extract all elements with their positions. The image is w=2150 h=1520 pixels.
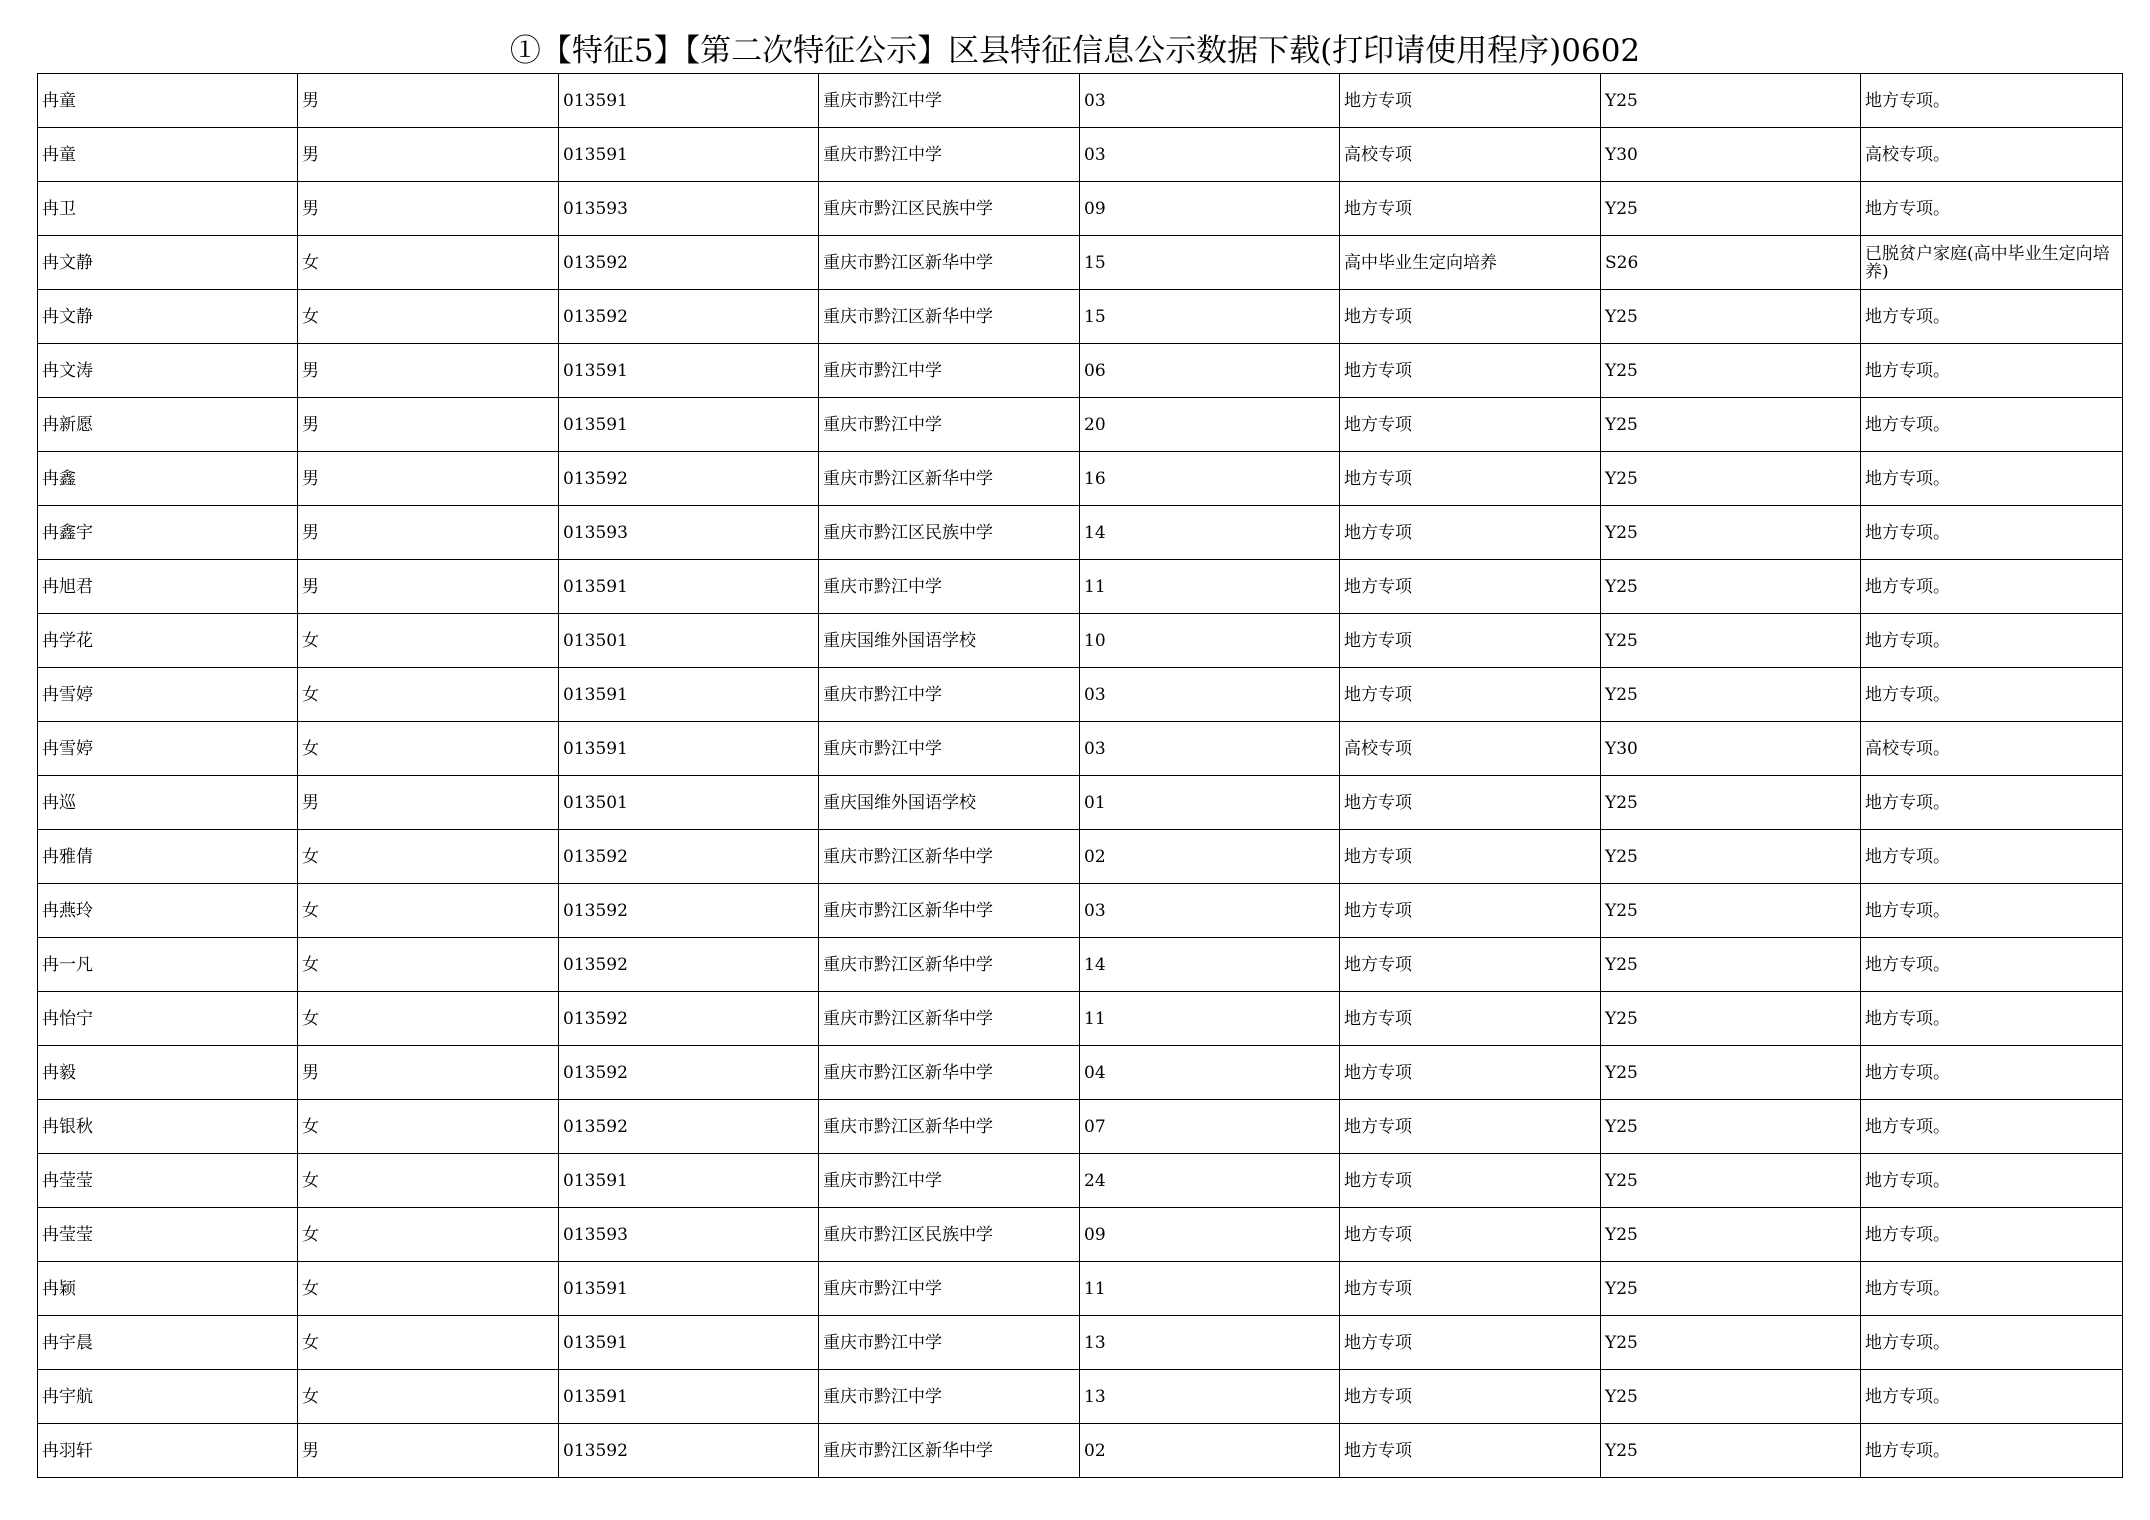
table-row	[38, 1370, 2123, 1424]
school-name-cell: 重庆市黔江中学	[819, 398, 1080, 452]
gender-cell: 男	[298, 128, 559, 182]
table-row	[38, 1316, 2123, 1370]
code-cell: Y25	[1601, 1100, 1861, 1154]
school-name-cell: 重庆市黔江中学	[819, 1316, 1080, 1370]
remark-cell: 地方专项。	[1861, 398, 2123, 452]
remark-cell: 高校专项。	[1861, 128, 2123, 182]
school-code-cell: 013501	[559, 776, 819, 830]
table-row	[38, 236, 2123, 290]
school-name-cell: 重庆市黔江中学	[819, 1154, 1080, 1208]
school-code-cell: 013593	[559, 1208, 819, 1262]
table-row	[38, 614, 2123, 668]
remark-cell: 地方专项。	[1861, 1424, 2123, 1478]
remark-cell: 地方专项。	[1861, 938, 2123, 992]
gender-cell: 女	[298, 830, 559, 884]
code-cell: Y25	[1601, 1370, 1861, 1424]
gender-cell: 女	[298, 992, 559, 1046]
name-cell: 冉新愿	[38, 398, 298, 452]
school-name-cell: 重庆市黔江区新华中学	[819, 830, 1080, 884]
school-name-cell: 重庆市黔江区新华中学	[819, 938, 1080, 992]
name-cell: 冉羽轩	[38, 1424, 298, 1478]
table-row	[38, 992, 2123, 1046]
school-code-cell: 013592	[559, 1424, 819, 1478]
code-cell: Y25	[1601, 290, 1861, 344]
class-cell: 02	[1080, 830, 1340, 884]
school-code-cell: 013592	[559, 830, 819, 884]
name-cell: 冉旭君	[38, 560, 298, 614]
code-cell: Y25	[1601, 1316, 1861, 1370]
code-cell: S26	[1601, 236, 1861, 290]
code-cell: Y25	[1601, 1046, 1861, 1100]
class-cell: 03	[1080, 884, 1340, 938]
remark-cell: 地方专项。	[1861, 668, 2123, 722]
category-cell: 地方专项	[1340, 182, 1601, 236]
school-code-cell: 013592	[559, 884, 819, 938]
name-cell: 冉鑫宇	[38, 506, 298, 560]
name-cell: 冉燕玲	[38, 884, 298, 938]
class-cell: 13	[1080, 1370, 1340, 1424]
remark-cell: 地方专项。	[1861, 1316, 2123, 1370]
name-cell: 冉莹莹	[38, 1208, 298, 1262]
name-cell: 冉文静	[38, 290, 298, 344]
class-cell: 13	[1080, 1316, 1340, 1370]
category-cell: 地方专项	[1340, 938, 1601, 992]
table-row	[38, 1100, 2123, 1154]
school-name-cell: 重庆市黔江区新华中学	[819, 1100, 1080, 1154]
table-row	[38, 74, 2123, 128]
gender-cell: 男	[298, 560, 559, 614]
school-name-cell: 重庆市黔江区新华中学	[819, 1424, 1080, 1478]
school-name-cell: 重庆市黔江中学	[819, 128, 1080, 182]
school-name-cell: 重庆国维外国语学校	[819, 776, 1080, 830]
school-code-cell: 013591	[559, 1262, 819, 1316]
name-cell: 冉雅倩	[38, 830, 298, 884]
category-cell: 地方专项	[1340, 1424, 1601, 1478]
category-cell: 高校专项	[1340, 722, 1601, 776]
code-cell: Y25	[1601, 992, 1861, 1046]
remark-cell: 地方专项。	[1861, 1154, 2123, 1208]
code-cell: Y25	[1601, 344, 1861, 398]
gender-cell: 女	[298, 1316, 559, 1370]
code-cell: Y25	[1601, 1208, 1861, 1262]
remark-cell: 地方专项。	[1861, 1370, 2123, 1424]
remark-cell: 已脱贫户家庭(高中毕业生定向培养)	[1861, 236, 2123, 290]
school-code-cell: 013591	[559, 398, 819, 452]
class-cell: 09	[1080, 182, 1340, 236]
table-row	[38, 128, 2123, 182]
school-name-cell: 重庆市黔江中学	[819, 1262, 1080, 1316]
category-cell: 地方专项	[1340, 560, 1601, 614]
category-cell: 地方专项	[1340, 1208, 1601, 1262]
gender-cell: 女	[298, 1262, 559, 1316]
code-cell: Y25	[1601, 182, 1861, 236]
table-row	[38, 1424, 2123, 1478]
category-cell: 地方专项	[1340, 344, 1601, 398]
class-cell: 24	[1080, 1154, 1340, 1208]
school-code-cell: 013592	[559, 1100, 819, 1154]
category-cell: 地方专项	[1340, 1316, 1601, 1370]
school-name-cell: 重庆市黔江区新华中学	[819, 884, 1080, 938]
table-row	[38, 182, 2123, 236]
school-name-cell: 重庆市黔江中学	[819, 560, 1080, 614]
gender-cell: 男	[298, 1424, 559, 1478]
gender-cell: 女	[298, 1208, 559, 1262]
code-cell: Y25	[1601, 452, 1861, 506]
table-row	[38, 506, 2123, 560]
school-name-cell: 重庆市黔江区民族中学	[819, 506, 1080, 560]
gender-cell: 男	[298, 452, 559, 506]
code-cell: Y25	[1601, 776, 1861, 830]
class-cell: 11	[1080, 1262, 1340, 1316]
remark-cell: 地方专项。	[1861, 452, 2123, 506]
school-code-cell: 013591	[559, 74, 819, 128]
gender-cell: 男	[298, 1046, 559, 1100]
remark-cell: 地方专项。	[1861, 290, 2123, 344]
name-cell: 冉雪婷	[38, 668, 298, 722]
table-body	[38, 74, 2123, 1478]
table-row	[38, 1046, 2123, 1100]
page-title: ①【特征5】【第二次特征公示】区县特征信息公示数据下载(打印请使用程序)0602	[509, 33, 1641, 69]
class-cell: 06	[1080, 344, 1340, 398]
name-cell: 冉鑫	[38, 452, 298, 506]
code-cell: Y25	[1601, 1424, 1861, 1478]
class-cell: 16	[1080, 452, 1340, 506]
table-row	[38, 1208, 2123, 1262]
gender-cell: 女	[298, 1370, 559, 1424]
name-cell: 冉雪婷	[38, 722, 298, 776]
category-cell: 地方专项	[1340, 506, 1601, 560]
category-cell: 地方专项	[1340, 290, 1601, 344]
school-code-cell: 013592	[559, 452, 819, 506]
table-row	[38, 776, 2123, 830]
school-name-cell: 重庆市黔江区新华中学	[819, 236, 1080, 290]
category-cell: 高中毕业生定向培养	[1340, 236, 1601, 290]
code-cell: Y25	[1601, 1262, 1861, 1316]
name-cell: 冉一凡	[38, 938, 298, 992]
name-cell: 冉文静	[38, 236, 298, 290]
code-cell: Y25	[1601, 398, 1861, 452]
remark-cell: 地方专项。	[1861, 884, 2123, 938]
category-cell: 地方专项	[1340, 668, 1601, 722]
school-name-cell: 重庆市黔江区新华中学	[819, 290, 1080, 344]
gender-cell: 女	[298, 1100, 559, 1154]
gender-cell: 男	[298, 398, 559, 452]
class-cell: 09	[1080, 1208, 1340, 1262]
table-row	[38, 398, 2123, 452]
category-cell: 地方专项	[1340, 1046, 1601, 1100]
class-cell: 15	[1080, 290, 1340, 344]
class-cell: 03	[1080, 128, 1340, 182]
remark-cell: 地方专项。	[1861, 344, 2123, 398]
class-cell: 10	[1080, 614, 1340, 668]
category-cell: 地方专项	[1340, 1262, 1601, 1316]
code-cell: Y25	[1601, 506, 1861, 560]
name-cell: 冉怡宁	[38, 992, 298, 1046]
school-name-cell: 重庆市黔江区民族中学	[819, 182, 1080, 236]
school-code-cell: 013591	[559, 1316, 819, 1370]
gender-cell: 男	[298, 74, 559, 128]
school-name-cell: 重庆市黔江区新华中学	[819, 1046, 1080, 1100]
remark-cell: 地方专项。	[1861, 1208, 2123, 1262]
school-name-cell: 重庆市黔江中学	[819, 722, 1080, 776]
school-code-cell: 013592	[559, 290, 819, 344]
name-cell: 冉银秋	[38, 1100, 298, 1154]
code-cell: Y25	[1601, 1154, 1861, 1208]
remark-cell: 地方专项。	[1861, 1262, 2123, 1316]
school-code-cell: 013591	[559, 1370, 819, 1424]
gender-cell: 女	[298, 938, 559, 992]
class-cell: 07	[1080, 1100, 1340, 1154]
table-row	[38, 1262, 2123, 1316]
data-table	[37, 73, 2123, 1478]
gender-cell: 女	[298, 722, 559, 776]
table-row	[38, 938, 2123, 992]
school-name-cell: 重庆市黔江区新华中学	[819, 992, 1080, 1046]
table-row	[38, 830, 2123, 884]
code-cell: Y30	[1601, 722, 1861, 776]
table-row	[38, 452, 2123, 506]
remark-cell: 地方专项。	[1861, 992, 2123, 1046]
code-cell: Y25	[1601, 938, 1861, 992]
class-cell: 14	[1080, 506, 1340, 560]
code-cell: Y25	[1601, 614, 1861, 668]
category-cell: 地方专项	[1340, 830, 1601, 884]
remark-cell: 地方专项。	[1861, 830, 2123, 884]
gender-cell: 男	[298, 182, 559, 236]
school-name-cell: 重庆市黔江区民族中学	[819, 1208, 1080, 1262]
school-name-cell: 重庆市黔江中学	[819, 344, 1080, 398]
remark-cell: 地方专项。	[1861, 506, 2123, 560]
name-cell: 冉宇晨	[38, 1316, 298, 1370]
school-code-cell: 013592	[559, 236, 819, 290]
name-cell: 冉学花	[38, 614, 298, 668]
remark-cell: 地方专项。	[1861, 74, 2123, 128]
code-cell: Y25	[1601, 668, 1861, 722]
remark-cell: 地方专项。	[1861, 182, 2123, 236]
name-cell: 冉颖	[38, 1262, 298, 1316]
code-cell: Y25	[1601, 74, 1861, 128]
school-name-cell: 重庆国维外国语学校	[819, 614, 1080, 668]
name-cell: 冉巡	[38, 776, 298, 830]
category-cell: 地方专项	[1340, 1154, 1601, 1208]
code-cell: Y25	[1601, 884, 1861, 938]
school-code-cell: 013592	[559, 992, 819, 1046]
table-row	[38, 1154, 2123, 1208]
school-name-cell: 重庆市黔江中学	[819, 668, 1080, 722]
school-code-cell: 013591	[559, 344, 819, 398]
gender-cell: 女	[298, 884, 559, 938]
school-code-cell: 013501	[559, 614, 819, 668]
gender-cell: 女	[298, 668, 559, 722]
table-row	[38, 722, 2123, 776]
school-code-cell: 013592	[559, 1046, 819, 1100]
remark-cell: 地方专项。	[1861, 1046, 2123, 1100]
table-row	[38, 668, 2123, 722]
category-cell: 地方专项	[1340, 884, 1601, 938]
name-cell: 冉文涛	[38, 344, 298, 398]
category-cell: 地方专项	[1340, 1100, 1601, 1154]
category-cell: 高校专项	[1340, 128, 1601, 182]
school-code-cell: 013591	[559, 560, 819, 614]
school-code-cell: 013593	[559, 182, 819, 236]
school-code-cell: 013591	[559, 1154, 819, 1208]
category-cell: 地方专项	[1340, 452, 1601, 506]
name-cell: 冉宇航	[38, 1370, 298, 1424]
class-cell: 11	[1080, 992, 1340, 1046]
name-cell: 冉毅	[38, 1046, 298, 1100]
table-row	[38, 560, 2123, 614]
school-code-cell: 013592	[559, 938, 819, 992]
class-cell: 04	[1080, 1046, 1340, 1100]
gender-cell: 男	[298, 344, 559, 398]
table-row	[38, 290, 2123, 344]
class-cell: 01	[1080, 776, 1340, 830]
school-code-cell: 013591	[559, 722, 819, 776]
gender-cell: 男	[298, 506, 559, 560]
category-cell: 地方专项	[1340, 992, 1601, 1046]
remark-cell: 地方专项。	[1861, 1100, 2123, 1154]
class-cell: 02	[1080, 1424, 1340, 1478]
name-cell: 冉莹莹	[38, 1154, 298, 1208]
school-name-cell: 重庆市黔江区新华中学	[819, 452, 1080, 506]
class-cell: 11	[1080, 560, 1340, 614]
gender-cell: 女	[298, 1154, 559, 1208]
remark-cell: 地方专项。	[1861, 614, 2123, 668]
code-cell: Y25	[1601, 830, 1861, 884]
name-cell: 冉童	[38, 128, 298, 182]
table-row	[38, 884, 2123, 938]
name-cell: 冉卫	[38, 182, 298, 236]
remark-cell: 地方专项。	[1861, 776, 2123, 830]
gender-cell: 男	[298, 776, 559, 830]
table-row	[38, 344, 2123, 398]
school-name-cell: 重庆市黔江中学	[819, 1370, 1080, 1424]
school-code-cell: 013591	[559, 128, 819, 182]
category-cell: 地方专项	[1340, 776, 1601, 830]
class-cell: 15	[1080, 236, 1340, 290]
remark-cell: 地方专项。	[1861, 560, 2123, 614]
category-cell: 地方专项	[1340, 398, 1601, 452]
remark-cell: 高校专项。	[1861, 722, 2123, 776]
code-cell: Y30	[1601, 128, 1861, 182]
name-cell: 冉童	[38, 74, 298, 128]
class-cell: 03	[1080, 722, 1340, 776]
category-cell: 地方专项	[1340, 614, 1601, 668]
code-cell: Y25	[1601, 560, 1861, 614]
category-cell: 地方专项	[1340, 1370, 1601, 1424]
gender-cell: 女	[298, 614, 559, 668]
gender-cell: 女	[298, 236, 559, 290]
class-cell: 03	[1080, 668, 1340, 722]
class-cell: 14	[1080, 938, 1340, 992]
school-name-cell: 重庆市黔江中学	[819, 74, 1080, 128]
class-cell: 20	[1080, 398, 1340, 452]
school-code-cell: 013591	[559, 668, 819, 722]
school-code-cell: 013593	[559, 506, 819, 560]
class-cell: 03	[1080, 74, 1340, 128]
category-cell: 地方专项	[1340, 74, 1601, 128]
gender-cell: 女	[298, 290, 559, 344]
